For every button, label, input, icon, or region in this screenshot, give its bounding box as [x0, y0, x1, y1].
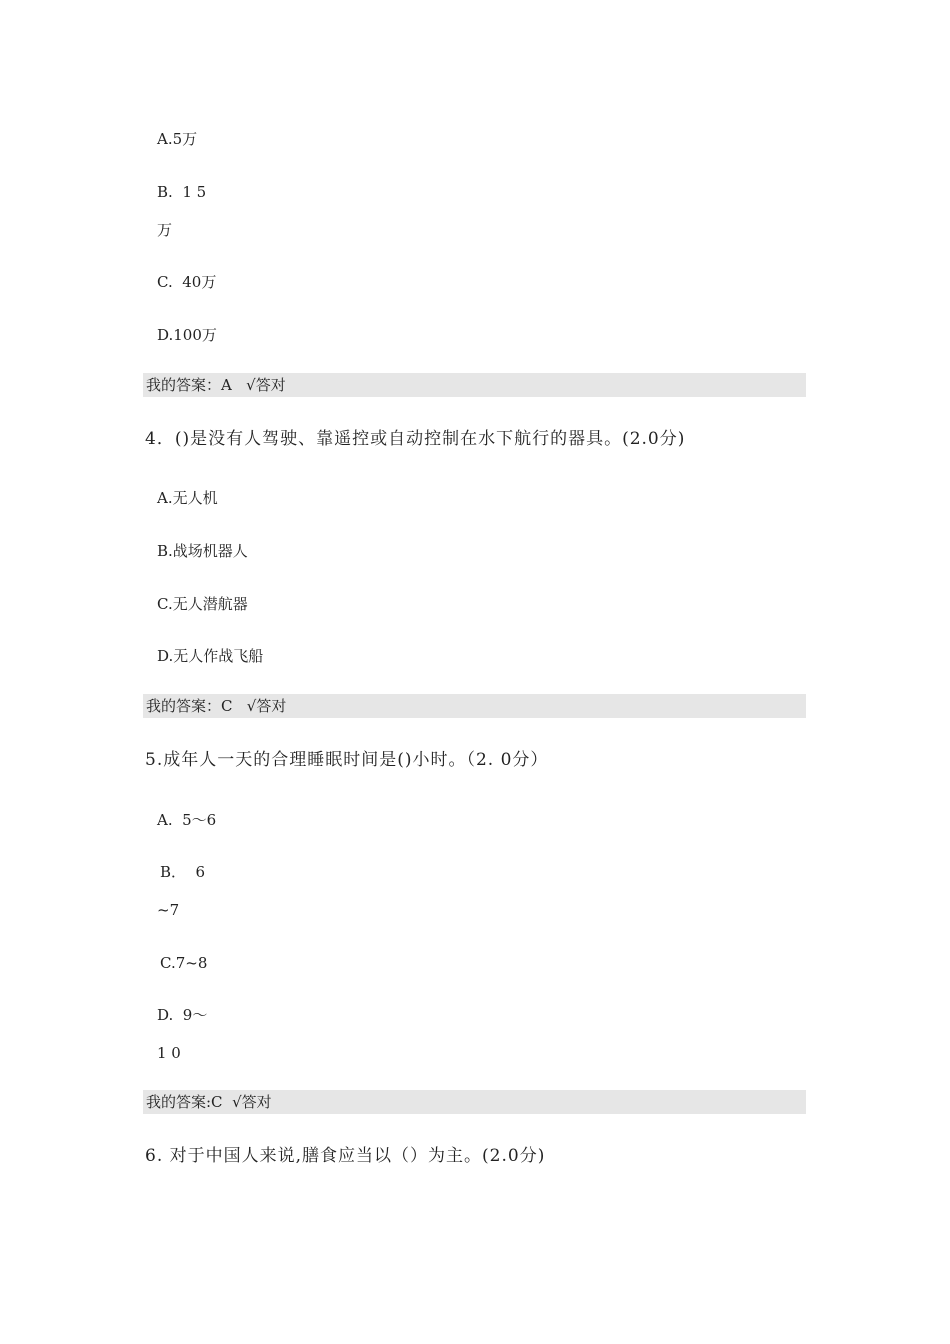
q5-option-d: D. 9～: [157, 1006, 208, 1024]
q5-question-text: 5.成年人一天的合理睡眠时间是()小时。（2. 0分）: [145, 750, 549, 770]
q5-option-d-continued: 1 0: [157, 1044, 181, 1062]
q3-option-a: A.5万: [157, 130, 198, 148]
q3-option-c: C. 40万: [157, 273, 217, 291]
q5-answer-bar: [143, 1090, 806, 1114]
q5-option-c: C.7~8: [160, 954, 208, 972]
q3-answer-text: 我的答案：A √答对: [146, 376, 286, 394]
q4-answer-bar: [143, 694, 806, 718]
q4-option-c: C.无人潜航器: [157, 595, 248, 613]
q5-option-b: B． 6: [160, 863, 206, 881]
q4-question-text: 4．()是没有人驾驶、靠遥控或自动控制在水下航行的器具。(2.0分): [145, 429, 686, 449]
q6-question-text: 6. 对于中国人来说,膳食应当以（）为主。(2.0分): [145, 1146, 546, 1166]
q3-answer-bar: [143, 373, 806, 397]
q4-answer-text: 我的答案：C √答对: [146, 697, 287, 715]
q3-option-b: B. 1 5: [157, 183, 207, 201]
q5-option-b-continued: ~7: [157, 901, 180, 919]
q4-option-d: D.无人作战飞船: [157, 647, 264, 665]
q4-option-a: A.无人机: [157, 489, 218, 507]
q5-option-a: A. 5～6: [157, 811, 217, 829]
q3-option-b-continued: 万: [157, 221, 173, 239]
q5-answer-text: 我的答案:C √答对: [146, 1093, 272, 1111]
q4-option-b: B.战场机器人: [157, 542, 248, 560]
q3-option-d: D.100万: [157, 326, 217, 344]
